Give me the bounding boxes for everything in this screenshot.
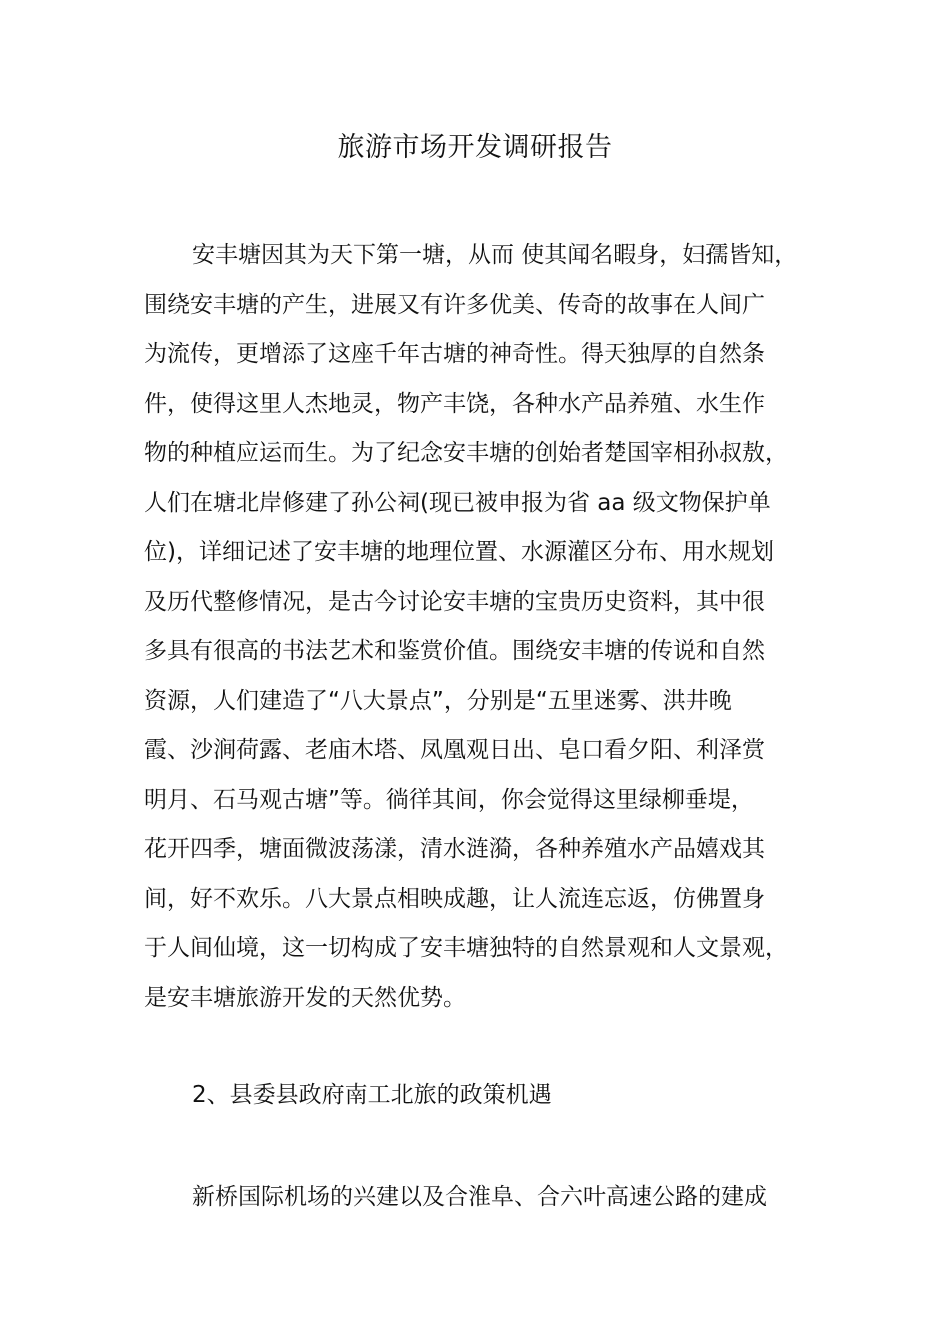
paragraph-line: 围绕安丰塘的产生，进展又有许多优美、传奇的故事在人间广 [144, 291, 765, 318]
document-title: 旅游市场开发调研报告 [337, 132, 613, 163]
paragraph-line: 位)，详细记述了安丰塘的地理位置、水源灌区分布、用水规划 [144, 539, 774, 565]
paragraph-line: 于人间仙境，这一切构成了安丰塘独特的自然景观和人文景观， [144, 935, 788, 961]
paragraph-line: 间，好不欢乐。八大景点相映成趣，让人流连忘返，仿佛置身 [144, 885, 765, 912]
paragraph-line: 物的种植应运而生。为了纪念安丰塘的创始者楚国宰相孙叔敖， [144, 440, 788, 466]
section-heading: 2、县委县政府南工北旅的政策机遇 [192, 1082, 552, 1108]
paragraph-line: 霞、沙涧荷露、老庙木塔、凤凰观日出、皂口看夕阳、利泽赏 [144, 737, 765, 763]
paragraph-line: 是安丰塘旅游开发的天然优势。 [144, 984, 466, 1011]
paragraph-line: 及历代整修情况，是古今讨论安丰塘的宝贵历史资料，其中很 [144, 588, 765, 615]
paragraph-line: 安丰塘因其为天下第一塘，从而 使其闻名暇身，妇孺皆知， [192, 242, 798, 268]
paragraph-line: 花开四季，塘面微波荡漾，清水涟漪，各种养殖水产品嬉戏其 [144, 836, 765, 862]
paragraph-line: 件，使得这里人杰地灵，物产丰饶，各种水产品养殖、水生作 [144, 390, 765, 417]
paragraph-line: 明月、石马观古塘”等。徜徉其间，你会觉得这里绿柳垂堤， [144, 786, 754, 813]
paragraph-1 [144, 231, 834, 1023]
paragraph-line: 人们在塘北岸修建了孙公祠(现已被申报为省 aa 级文物保护单 [144, 489, 771, 516]
paragraph-line: 多具有很高的书法艺术和鉴赏价值。围绕安丰塘的传说和自然 [144, 638, 765, 664]
paragraph-line: 资源，人们建造了“八大景点”，分别是“五里迷雾、洪井晚 [144, 687, 732, 714]
paragraph-line: 为流传，更增添了这座千年古塘的神奇性。得天独厚的自然条 [144, 341, 765, 367]
paragraph-2: 新桥国际机场的兴建以及合淮阜、合六叶高速公路的建成 [192, 1184, 767, 1210]
